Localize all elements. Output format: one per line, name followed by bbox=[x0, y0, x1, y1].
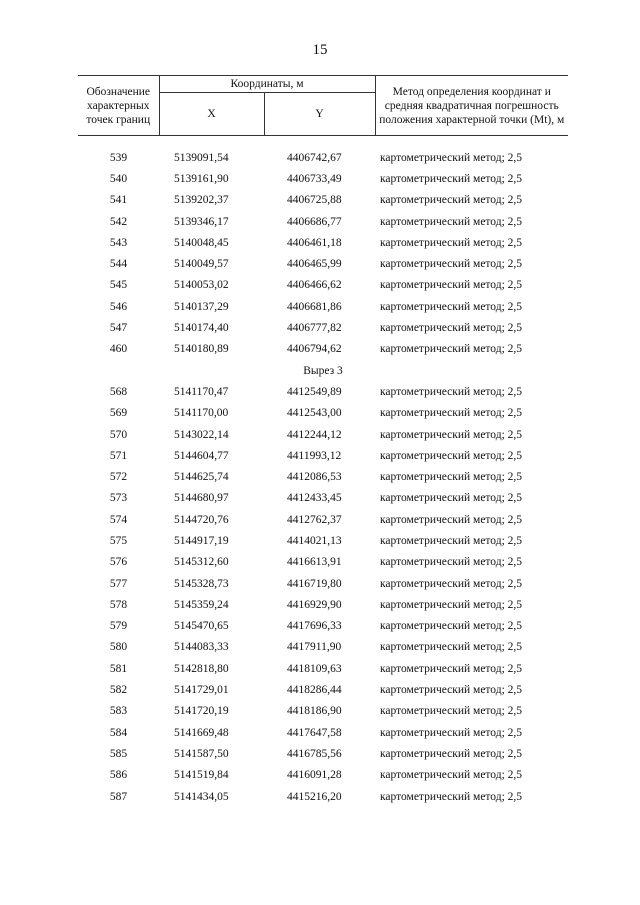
coord-y: 4406466,62 bbox=[287, 279, 342, 292]
coord-y: 4412543,00 bbox=[287, 407, 342, 420]
point-number: 583 bbox=[109, 705, 128, 718]
method-cell: картометрический метод; 2,5 bbox=[380, 322, 523, 335]
point-number: 545 bbox=[109, 279, 128, 292]
table-row bbox=[78, 637, 568, 658]
method-cell: картометрический метод; 2,5 bbox=[380, 215, 523, 228]
coord-x: 5141729,01 bbox=[174, 684, 229, 697]
point-number: 578 bbox=[109, 598, 128, 611]
coord-y: 4406681,86 bbox=[287, 300, 342, 313]
method-cell: картометрический метод; 2,5 bbox=[380, 236, 523, 249]
point-number: 585 bbox=[109, 747, 128, 760]
coord-x: 5145328,73 bbox=[174, 577, 229, 590]
method-cell: картометрический метод; 2,5 bbox=[380, 428, 523, 441]
point-number: 572 bbox=[109, 471, 128, 484]
point-number: 576 bbox=[109, 556, 128, 569]
method-cell: картометрический метод; 2,5 bbox=[380, 471, 523, 484]
table-row bbox=[78, 275, 568, 296]
table-row bbox=[78, 317, 568, 338]
point-number: 581 bbox=[109, 662, 128, 675]
header-x: X bbox=[159, 93, 264, 136]
point-number: 568 bbox=[109, 385, 128, 398]
coord-x: 5139202,37 bbox=[174, 194, 229, 207]
point-number: 569 bbox=[109, 407, 128, 420]
coord-y: 4406794,62 bbox=[287, 343, 342, 356]
coord-x: 5145312,60 bbox=[174, 556, 229, 569]
coord-x: 5142818,80 bbox=[174, 662, 229, 675]
page-number: 15 bbox=[312, 42, 328, 58]
method-cell: картометрический метод; 2,5 bbox=[380, 577, 523, 590]
method-cell: картометрический метод; 2,5 bbox=[380, 172, 523, 185]
method-cell: картометрический метод; 2,5 bbox=[380, 747, 523, 760]
table-row bbox=[78, 232, 568, 253]
table-row bbox=[78, 786, 568, 807]
coord-y: 4406725,88 bbox=[287, 194, 342, 207]
coord-y: 4411993,12 bbox=[287, 449, 342, 462]
coord-x: 5145470,65 bbox=[174, 620, 229, 633]
coord-y: 4417911,90 bbox=[287, 641, 342, 654]
coord-y: 4406461,18 bbox=[287, 236, 342, 249]
method-cell: картометрический метод; 2,5 bbox=[380, 513, 523, 526]
coord-x: 5145359,24 bbox=[174, 598, 229, 611]
table-row bbox=[78, 381, 568, 402]
method-cell: картометрический метод; 2,5 bbox=[380, 769, 523, 782]
coord-x: 5144083,33 bbox=[174, 641, 229, 654]
coord-x: 5141170,47 bbox=[174, 385, 229, 398]
method-cell: картометрический метод; 2,5 bbox=[380, 449, 523, 462]
coord-x: 5141720,19 bbox=[174, 705, 229, 718]
header-method: Метод определения координат и средняя квадратичная погрешность положения характерной точки (Mt), м bbox=[375, 76, 568, 136]
table-row bbox=[78, 488, 568, 509]
table-row bbox=[78, 552, 568, 573]
point-number: 546 bbox=[109, 300, 128, 313]
coord-y: 4414021,13 bbox=[287, 534, 342, 547]
point-number: 587 bbox=[109, 790, 128, 803]
point-number: 586 bbox=[109, 769, 128, 782]
method-cell: картометрический метод; 2,5 bbox=[380, 790, 523, 803]
coord-y: 4406733,49 bbox=[287, 172, 342, 185]
coord-x: 5143022,14 bbox=[174, 428, 229, 441]
method-cell: картометрический метод; 2,5 bbox=[380, 279, 523, 292]
table-row bbox=[78, 743, 568, 764]
table-header bbox=[78, 76, 568, 136]
table-row bbox=[78, 339, 568, 360]
coord-x: 5140048,45 bbox=[174, 236, 229, 249]
header-coordinates: Координаты, м bbox=[159, 76, 375, 93]
header-y: Y bbox=[264, 93, 375, 136]
point-number: 541 bbox=[109, 194, 128, 207]
coord-y: 4412244,12 bbox=[287, 428, 342, 441]
method-cell: картометрический метод; 2,5 bbox=[380, 407, 523, 420]
section-row-group bbox=[78, 360, 568, 381]
coord-x: 5144604,77 bbox=[174, 449, 229, 462]
table-row bbox=[78, 722, 568, 743]
table-row bbox=[78, 403, 568, 424]
method-cell: картометрический метод; 2,5 bbox=[380, 385, 523, 398]
table-row bbox=[78, 701, 568, 722]
coord-y: 4406465,99 bbox=[287, 258, 342, 271]
coord-x: 5140053,02 bbox=[174, 279, 229, 292]
coord-y: 4412549,89 bbox=[287, 385, 342, 398]
coord-y: 4412762,37 bbox=[287, 513, 342, 526]
table-row bbox=[78, 445, 568, 466]
coord-x: 5139346,17 bbox=[174, 215, 229, 228]
coord-y: 4416091,28 bbox=[287, 769, 342, 782]
coord-x: 5141587,50 bbox=[174, 747, 229, 760]
table-body-part2 bbox=[78, 381, 568, 807]
coord-x: 5144625,74 bbox=[174, 471, 229, 484]
coord-y: 4406777,82 bbox=[287, 322, 342, 335]
coord-y: 4418109,63 bbox=[287, 662, 342, 675]
table-row bbox=[78, 530, 568, 551]
coord-x: 5141434,05 bbox=[174, 790, 229, 803]
coord-y: 4416785,56 bbox=[287, 747, 342, 760]
method-cell: картометрический метод; 2,5 bbox=[380, 684, 523, 697]
coord-y: 4416929,90 bbox=[287, 598, 342, 611]
point-number: 575 bbox=[109, 534, 128, 547]
table-row bbox=[78, 616, 568, 637]
point-number: 544 bbox=[109, 258, 128, 271]
point-number: 582 bbox=[109, 684, 128, 697]
coord-x: 5140137,29 bbox=[174, 300, 229, 313]
header-point-designation: Обозначение характерных точек границ bbox=[78, 76, 159, 136]
method-cell: картометрический метод; 2,5 bbox=[380, 662, 523, 675]
table-row bbox=[78, 211, 568, 232]
table-row bbox=[78, 466, 568, 487]
method-cell: картометрический метод; 2,5 bbox=[380, 343, 523, 356]
coord-y: 4412433,45 bbox=[287, 492, 342, 505]
point-number: 460 bbox=[109, 343, 128, 356]
coord-x: 5144917,19 bbox=[174, 534, 229, 547]
table-row bbox=[78, 147, 568, 168]
coord-x: 5144720,76 bbox=[174, 513, 229, 526]
coord-x: 5140180,89 bbox=[174, 343, 229, 356]
method-cell: картометрический метод; 2,5 bbox=[380, 534, 523, 547]
coord-x: 5139091,54 bbox=[174, 151, 229, 164]
method-cell: картометрический метод; 2,5 bbox=[380, 726, 523, 739]
point-number: 540 bbox=[109, 172, 128, 185]
point-number: 577 bbox=[109, 577, 128, 590]
table-row bbox=[78, 573, 568, 594]
coord-x: 5141669,48 bbox=[174, 726, 229, 739]
point-number: 570 bbox=[109, 428, 128, 441]
coord-x: 5144680,97 bbox=[174, 492, 229, 505]
table-row bbox=[78, 509, 568, 530]
table-row bbox=[78, 190, 568, 211]
coord-y: 4416613,91 bbox=[287, 556, 342, 569]
table-row bbox=[78, 679, 568, 700]
table-body-part1 bbox=[78, 147, 568, 360]
table-row bbox=[78, 168, 568, 189]
table-row bbox=[78, 658, 568, 679]
method-cell: картометрический метод; 2,5 bbox=[380, 641, 523, 654]
coord-y: 4412086,53 bbox=[287, 471, 342, 484]
table-row bbox=[78, 296, 568, 317]
coord-y: 4418186,90 bbox=[287, 705, 342, 718]
coord-y: 4406742,67 bbox=[287, 151, 342, 164]
point-number: 580 bbox=[109, 641, 128, 654]
section-label: Вырез 3 bbox=[303, 364, 343, 377]
table-row bbox=[78, 253, 568, 274]
table-row bbox=[78, 765, 568, 786]
point-number: 579 bbox=[109, 620, 128, 633]
method-cell: картометрический метод; 2,5 bbox=[380, 300, 523, 313]
point-number: 573 bbox=[109, 492, 128, 505]
coord-x: 5139161,90 bbox=[174, 172, 229, 185]
coord-x: 5141519,84 bbox=[174, 769, 229, 782]
table-row bbox=[78, 594, 568, 615]
method-cell: картометрический метод; 2,5 bbox=[380, 620, 523, 633]
point-number: 539 bbox=[109, 151, 128, 164]
coord-x: 5141170,00 bbox=[174, 407, 229, 420]
point-number: 547 bbox=[109, 322, 128, 335]
coordinates-document bbox=[78, 75, 568, 807]
coord-y: 4417696,33 bbox=[287, 620, 342, 633]
coord-y: 4406686,77 bbox=[287, 215, 342, 228]
table-row bbox=[78, 424, 568, 445]
coord-y: 4418286,44 bbox=[287, 684, 342, 697]
coord-x: 5140174,40 bbox=[174, 322, 229, 335]
method-cell: картометрический метод; 2,5 bbox=[380, 492, 523, 505]
coord-y: 4416719,80 bbox=[287, 577, 342, 590]
point-number: 543 bbox=[109, 236, 128, 249]
method-cell: картометрический метод; 2,5 bbox=[380, 194, 523, 207]
point-number: 584 bbox=[109, 726, 128, 739]
method-cell: картометрический метод; 2,5 bbox=[380, 151, 523, 164]
method-cell: картометрический метод; 2,5 bbox=[380, 556, 523, 569]
method-cell: картометрический метод; 2,5 bbox=[380, 705, 523, 718]
method-cell: картометрический метод; 2,5 bbox=[380, 258, 523, 271]
point-number: 574 bbox=[109, 513, 128, 526]
point-number: 571 bbox=[109, 449, 128, 462]
coord-y: 4417647,58 bbox=[287, 726, 342, 739]
coord-x: 5140049,57 bbox=[174, 258, 229, 271]
point-number: 542 bbox=[109, 215, 128, 228]
coordinates-table bbox=[78, 75, 568, 807]
method-cell: картометрический метод; 2,5 bbox=[380, 598, 523, 611]
coord-y: 4415216,20 bbox=[287, 790, 342, 803]
